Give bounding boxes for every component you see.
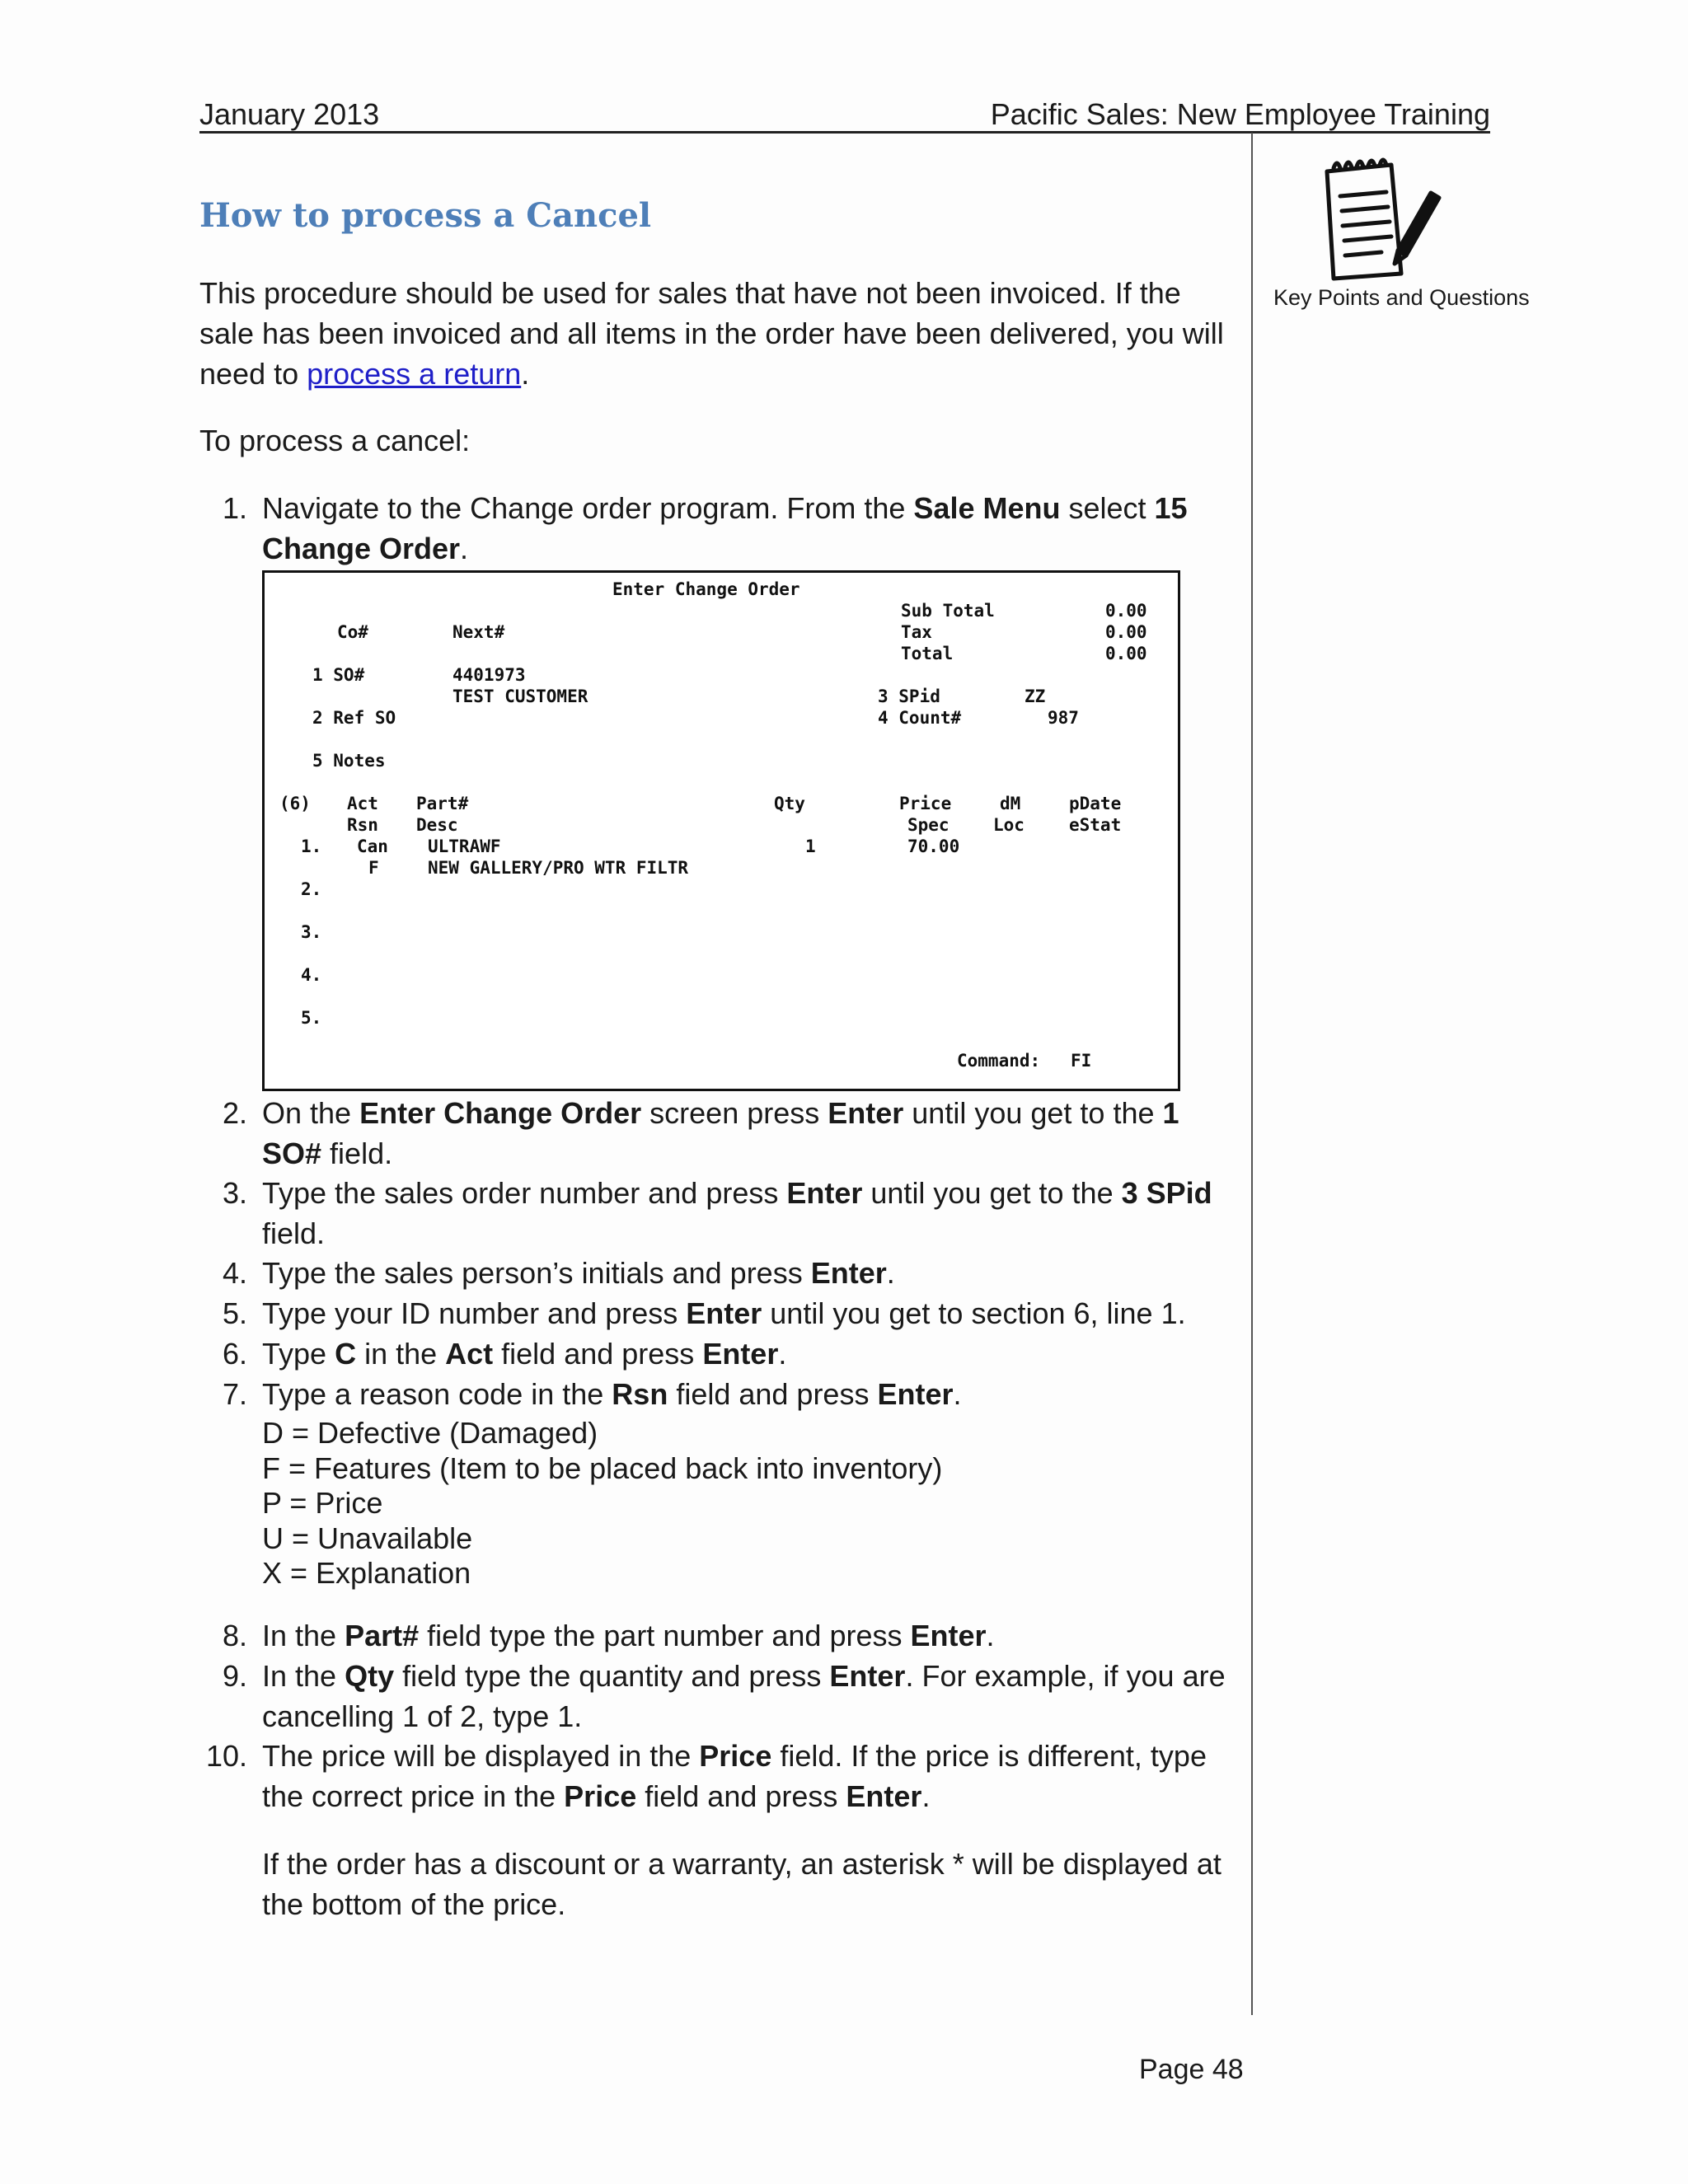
discount-note: If the order has a discount or a warranty, an asterisk * will be displayed at the bottom of the price. [262, 1847, 1221, 1921]
sidebar-caption: Key Points and Questions [1273, 285, 1530, 310]
reason-code: D = Defective (Damaged) [262, 1416, 598, 1450]
page-number: Page 48 [1139, 2054, 1244, 2085]
notepad-pencil-icon [1315, 153, 1444, 293]
lead-in: To process a cancel: [199, 424, 471, 457]
header-date: January 2013 [199, 97, 380, 131]
enter-change-order-screenshot: Enter Change Order Sub Total 0.00 Co# Next# Tax 0.00 Total 0.00 1 SO# 4401973 TEST CUSTOMER 3 SPid ZZ 2 Ref SO 4 Count# 987 5 Notes (6) Act Part# Qty Price dM pDate Rsn Desc Spec Loc eStat 1. Can ULTRAWF 1 70.00 F NEW GALLERY/PRO WTR FILTR 2. 3. 4. 5. Command: FI [262, 570, 1180, 1091]
intro-paragraph: This procedure should be used for sales that have not been invoiced. If the sale has been invoiced and all items in the order have been delivered, you will need to process a return. [199, 276, 1224, 391]
section-title: How to process a Cancel [199, 196, 652, 235]
header-rule [199, 131, 1490, 134]
process-return-link[interactable]: process a return [307, 357, 522, 391]
sidebar-divider [1251, 133, 1253, 2015]
header-document-title: Pacific Sales: New Employee Training [990, 97, 1490, 131]
reason-code-list [262, 1416, 942, 1591]
reason-code: P = Price [262, 1486, 383, 1520]
reason-code: F = Features (Item to be placed back into inventory) [262, 1451, 943, 1485]
reason-code: U = Unavailable [262, 1521, 473, 1555]
reason-code: X = Explanation [262, 1556, 471, 1590]
